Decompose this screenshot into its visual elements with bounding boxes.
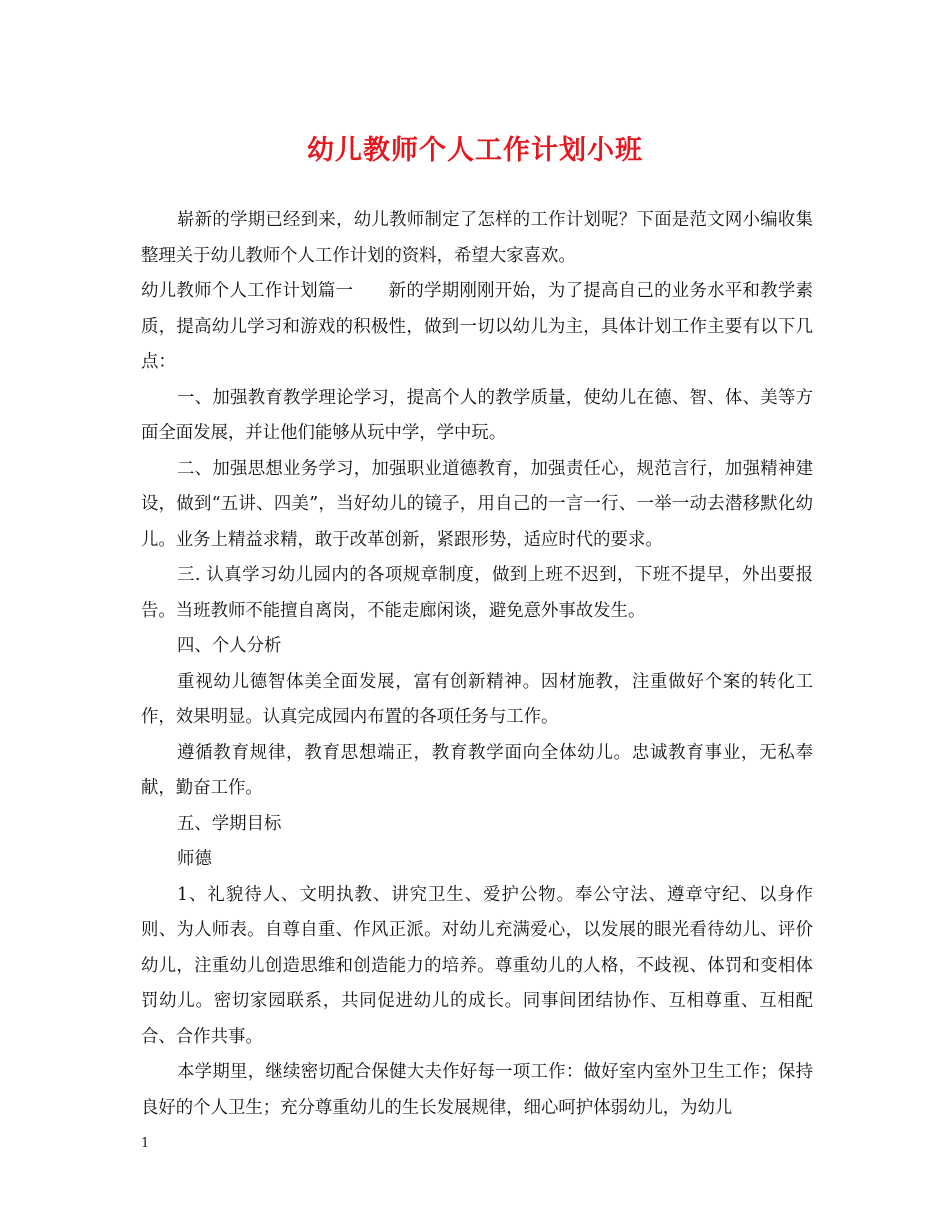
paragraph-item-two: 二、加强思想业务学习，加强职业道德教育，加强责任心，规范言行，加强精神建设，做到“五讲、四美”，当好幼儿的镜子，用自己的一言一行、一举一动去潜移默化幼儿。业务上精益求精，敢于改革创新，紧跟形势，适应时代的要求。 (141, 458, 813, 550)
paragraph-analysis-one: 重视幼儿德智体美全面发展，富有创新精神。因材施教，注重做好个案的转化工作，效果明显。认真完成园内布置的各项任务与工作。 (141, 671, 813, 727)
paragraph-item-three: 三. 认真学习幼儿园内的各项规章制度，做到上班不迟到，下班不提早，外出要报告。当班教师不能擅自离岗，不能走廊闲谈，避免意外事故发生。 (141, 565, 813, 621)
paragraph-ethics-item: 1、礼貌待人、文明执教、讲究卫生、爱护公物。奉公守法、遵章守纪、以身作则、为人师表。自尊自重、作风正派。对幼儿充满爱心，以发展的眼光看待幼儿、评价幼儿，注重幼儿创造思维和创造能力的培养。尊重幼儿的人格，不歧视、体罚和变相体罚幼儿。密切家园联系，共同促进幼儿的成长。同事间团结协作、互相尊重、互相配合、合作共事。 (141, 884, 813, 1047)
paragraph-analysis-two: 遵循教育规律，教育思想端正，教育教学面向全体幼儿。忠诚教育事业，无私奉献，勤奋工作。 (141, 742, 813, 798)
document-body (141, 203, 813, 1126)
heading-semester-goals: 五、学期目标 (177, 813, 282, 834)
paragraph-intro: 崭新的学期已经到来，幼儿教师制定了怎样的工作计划呢？下面是范文网小编收集整理关于幼儿教师个人工作计划的资料，希望大家喜欢。 (141, 210, 813, 266)
paragraph-item-one: 一、加强教育教学理论学习，提高个人的教学质量，使幼儿在德、智、体、美等方面全面发展，并让他们能够从玩中学，学中玩。 (141, 387, 813, 443)
paragraph-plan-one: 幼儿教师个人工作计划篇一 新的学期刚刚开始，为了提高自己的业务水平和教学素质，提高幼儿学习和游戏的积极性，做到一切以幼儿为主，具体计划工作主要有以下几点： (141, 281, 813, 372)
document-title: 幼儿教师个人工作计划小班 (307, 135, 643, 166)
heading-teacher-ethics: 师德 (177, 849, 212, 869)
paragraph-health-work: 本学期里，继续密切配合保健大夫作好每一项工作：做好室内室外卫生工作；保持良好的个人卫生；充分尊重幼儿的生长发展规律，细心呵护体弱幼儿，为幼儿 (141, 1062, 813, 1118)
page-number: 1 (141, 1136, 150, 1151)
heading-personal-analysis: 四、个人分析 (177, 636, 282, 656)
